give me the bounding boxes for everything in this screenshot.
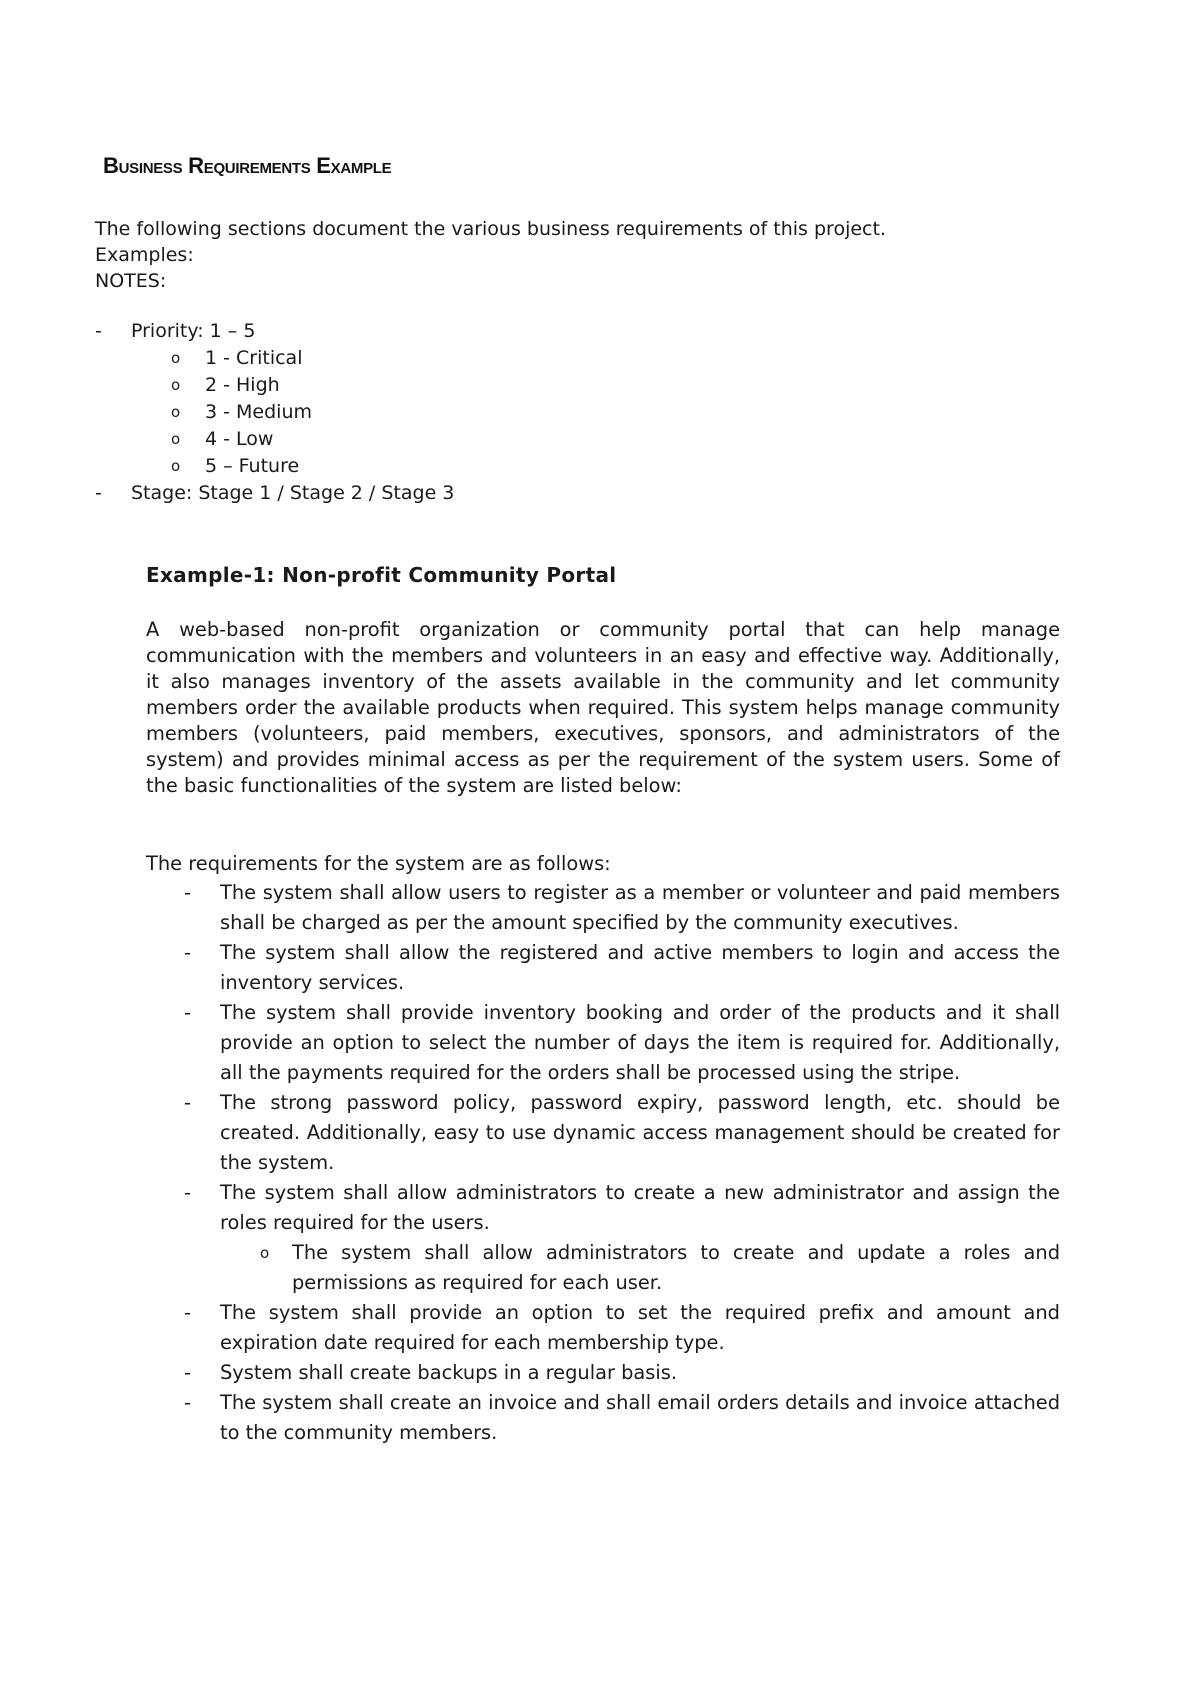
priority-level-item <box>95 426 795 453</box>
requirement-item <box>146 1088 1060 1178</box>
priority-level-label: 4 - Low <box>205 428 274 450</box>
dash-marker: - <box>184 1391 191 1414</box>
dash-marker: - <box>184 1181 191 1204</box>
priority-label: Priority: 1 – 5 <box>131 320 256 342</box>
sub-bullet-marker: o <box>260 1244 270 1262</box>
requirement-text: The system shall create an invoice and shall email orders details and invoice attached to the community members. <box>220 1391 1060 1444</box>
dash-marker: - <box>184 1301 191 1324</box>
sub-requirement-text: The system shall allow administrators to create and update a roles and permissions as required for each user. <box>292 1241 1060 1294</box>
dash-marker: - <box>184 1361 191 1384</box>
requirement-text: The system shall provide an option to set the required prefix and amount and expiration date required for each membership type. <box>220 1301 1060 1354</box>
requirement-item <box>146 1358 1060 1388</box>
requirement-text: The system shall allow users to register as a member or volunteer and paid members shall be charged as per the amount specified by the community executives. <box>220 881 1060 934</box>
sub-bullet-marker: o <box>171 430 181 448</box>
intro-line: The following sections document the various business requirements of this project. <box>95 218 886 240</box>
requirements-intro: The requirements for the system are as follows: <box>146 852 611 875</box>
dash-marker: - <box>184 881 191 904</box>
requirement-text: The system shall allow administrators to create a new administrator and assign the roles required for the users. <box>220 1181 1060 1234</box>
priority-level-label: 1 - Critical <box>205 347 303 369</box>
requirements-list <box>146 878 1060 1448</box>
stage-label: Stage: Stage 1 / Stage 2 / Stage 3 <box>131 482 455 504</box>
priority-level-label: 3 - Medium <box>205 401 312 423</box>
requirement-item <box>146 1388 1060 1448</box>
priority-level-item <box>95 345 795 372</box>
requirement-item <box>146 998 1060 1088</box>
example-description: A web-based non-profit organization or community portal that can help manage communication with the members and volunteers in an easy and effective way. Additionally, it also manages inventory of the assets available in the community and let community members order the available products when required. This system helps manage community members (volunteers, paid members, executives, sponsors, and administrators of the system) and provides minimal access as per the requirement of the system users. Some of the basic functionalities of the system are listed below: <box>146 618 1060 797</box>
intro-line: Examples: <box>95 244 194 266</box>
sub-bullet-marker: o <box>171 403 181 421</box>
requirement-item <box>146 1298 1060 1358</box>
requirement-item <box>146 1178 1060 1238</box>
stage-item <box>95 480 795 507</box>
sub-bullet-marker: o <box>171 457 181 475</box>
priority-level-label: 2 - High <box>205 374 280 396</box>
intro-section <box>95 216 1075 294</box>
priority-item <box>95 318 795 345</box>
requirement-item <box>146 938 1060 998</box>
priority-level-item <box>95 453 795 480</box>
priority-level-item <box>95 399 795 426</box>
dash-marker: - <box>184 1091 191 1114</box>
requirement-text: The system shall provide inventory booking and order of the products and it shall provide an option to select the number of days the item is required for. Additionally, all the payments required for the orders shall be processed using the stripe. <box>220 1001 1060 1084</box>
requirement-item <box>146 878 1060 938</box>
requirement-text: System shall create backups in a regular basis. <box>220 1361 678 1384</box>
requirement-text: The system shall allow the registered and active members to login and access the inventory services. <box>220 941 1060 994</box>
sub-bullet-marker: o <box>171 349 181 367</box>
priority-level-label: 5 – Future <box>205 455 300 477</box>
priority-level-item <box>95 372 795 399</box>
requirement-text: The strong password policy, password expiry, password length, etc. should be created. Additionally, easy to use dynamic access management should be created for the system. <box>220 1091 1060 1174</box>
notes-list <box>95 318 795 507</box>
dash-marker: - <box>184 941 191 964</box>
sub-bullet-marker: o <box>171 376 181 394</box>
intro-line: NOTES: <box>95 270 167 292</box>
sub-requirement-item <box>146 1238 1060 1298</box>
dash-marker: - <box>95 482 102 504</box>
dash-marker: - <box>184 1001 191 1024</box>
example-heading: Example-1: Non-profit Community Portal <box>146 563 617 587</box>
dash-marker: - <box>95 320 102 342</box>
document-title: Business Requirements Example <box>103 153 392 178</box>
